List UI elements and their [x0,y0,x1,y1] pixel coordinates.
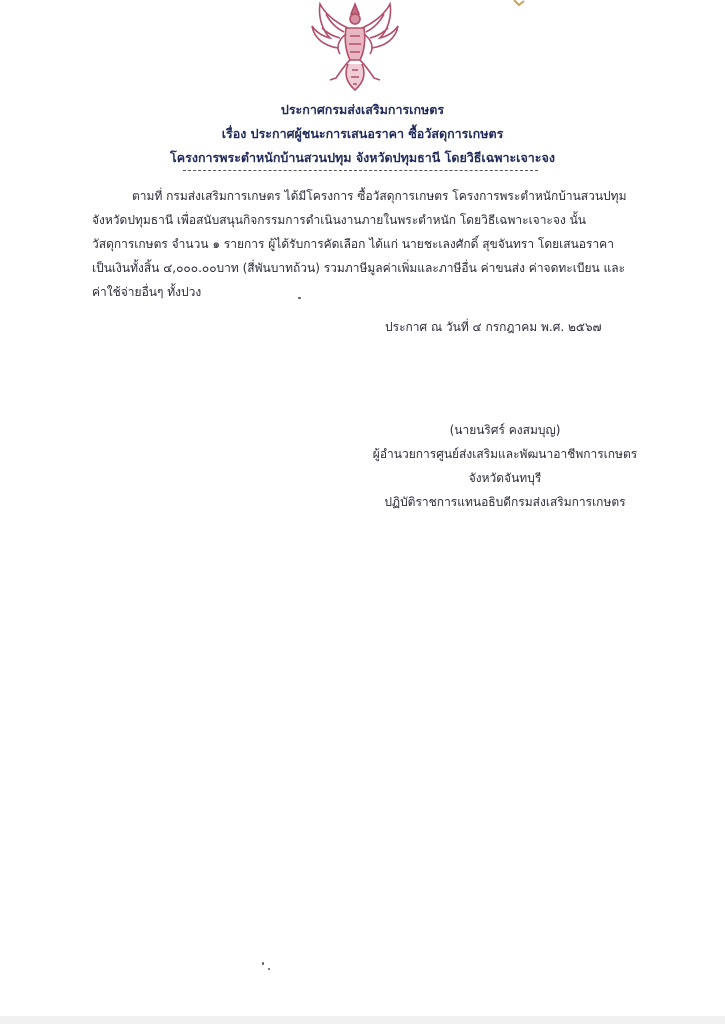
title-line-2: เรื่อง ประกาศผู้ชนะการเสนอราคา ซื้อวัสดุการเกษตร [221,126,504,141]
announcement-date: ประกาศ ณ วันที่ ๔ กรกฎาคม พ.ศ. ๒๕๖๗ [385,320,602,334]
signer-acting-for: ปฏิบัติราชการแทนอธิบดีกรมส่งเสริมการเกษตร [384,495,626,509]
ink-mark-icon [512,0,526,8]
scan-speck [262,962,264,965]
body-line: เป็นเงินทั้งสิ้น ๔,๐๐๐.๐๐บาท (สี่พันบาทถ้วน) รวมภาษีมูลค่าเพิ่มและภาษีอื่น ค่าขนส่ง ค่าจดทะเบียน และ [92,261,626,275]
scan-speck [298,297,301,299]
body-line: จังหวัดปทุมธานี เพื่อสนับสนุนกิจกรรมการดำเนินงานภายในพระตำหนัก โดยวิธีเฉพาะเจาะจง นั้น [92,213,586,227]
garuda-emblem-icon [300,0,410,92]
body-line: วัสดุการเกษตร จำนวน ๑ รายการ ผู้ได้รับการคัดเลือก ได้แก่ นายชะเลงศักดิ์ สุขจันทรา โดยเสนอราคา [92,237,614,251]
title-line-3: โครงการพระตำหนักบ้านสวนปทุม จังหวัดปทุมธานี โดยวิธีเฉพาะเจาะจง [170,150,555,165]
announcement-body [92,184,632,304]
signature-block [360,418,650,514]
body-line: ค่าใช้จ่ายอื่นๆ ทั้งปวง [92,285,202,299]
scan-edge [0,1016,725,1024]
body-line: ตามที่ กรมส่งเสริมการเกษตร ได้มีโครงการ ซื้อวัสดุการเกษตร โครงการพระตำหนักบ้านสวนปทุม [132,189,627,203]
document-title [0,98,725,170]
title-separator [183,170,538,171]
signer-name: (นายนริศร์ คงสมบุญ) [449,423,561,437]
scan-speck [268,968,270,970]
signer-position: ผู้อำนวยการศูนย์ส่งเสริมและพัฒนาอาชีพการเกษตร [372,447,638,461]
title-line-1: ประกาศกรมส่งเสริมการเกษตร [280,102,445,117]
signer-province: จังหวัดจันทบุรี [468,471,542,485]
